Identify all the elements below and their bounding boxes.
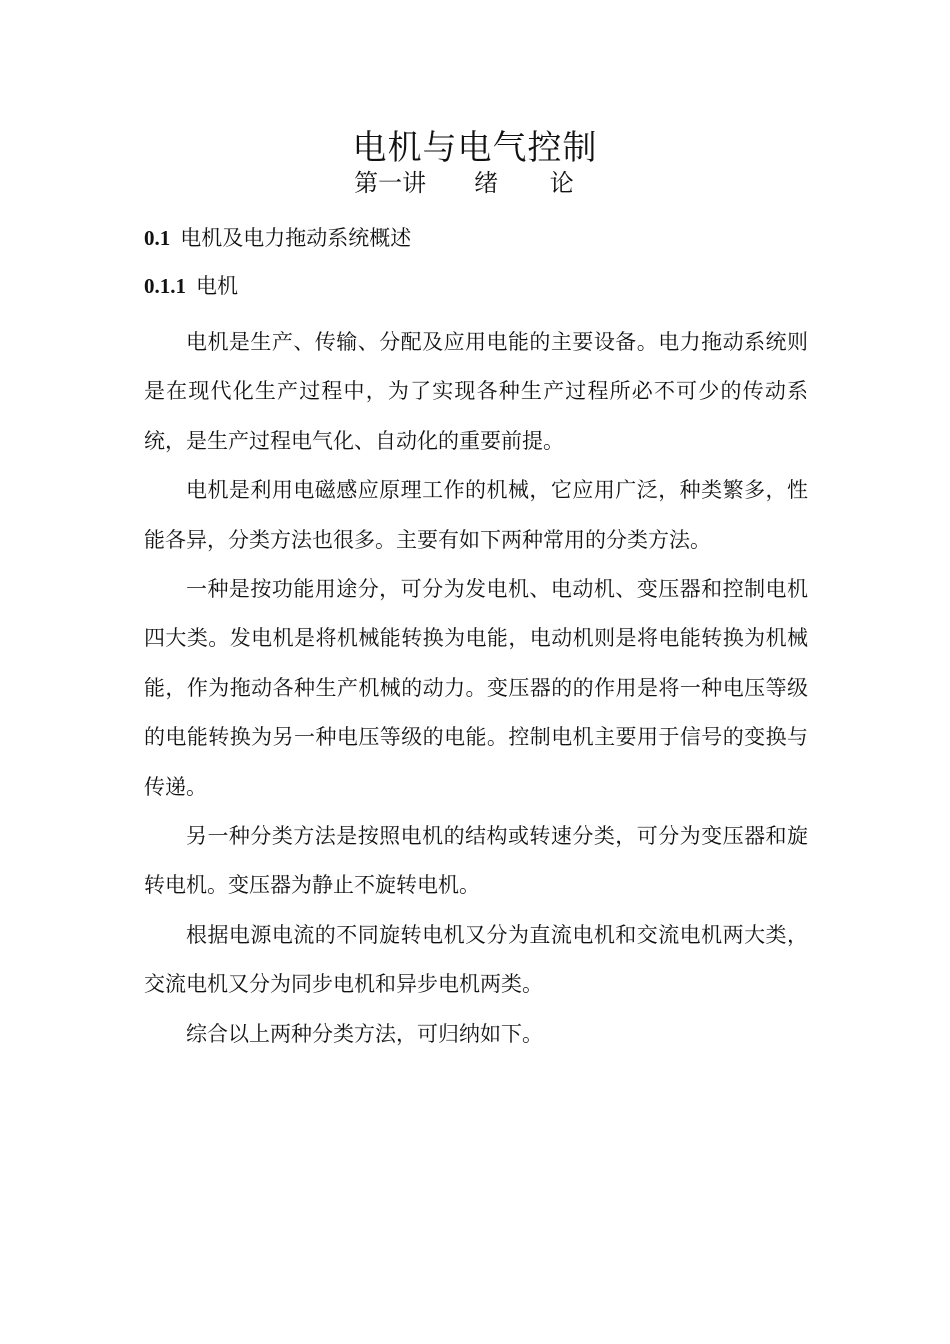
paragraph: 电机是生产、传输、分配及应用电能的主要设备。电力拖动系统则是在现代化生产过程中，为了实现各种生产过程所必不可少的传动系统，是生产过程电气化、自动化的重要前提。 <box>144 330 808 453</box>
paragraph: 根据电源电流的不同旋转电机又分为直流电机和交流电机两大类，交流电机又分为同步电机和异步电机两类。 <box>144 922 808 997</box>
document-title: 电机与电气控制 <box>352 127 598 168</box>
paragraph: 电机是利用电磁感应原理工作的机械，它应用广泛，种类繁多，性能各异，分类方法也很多。主要有如下两种常用的分类方法。 <box>144 478 808 552</box>
section-number: 0.1.1 <box>144 274 186 298</box>
section-heading-0-1 <box>144 224 411 252</box>
paragraph: 综合以上两种分类方法，可归纳如下。 <box>186 1021 543 1046</box>
section-heading-0-1-1 <box>144 272 238 300</box>
section-title: 电机 <box>196 274 238 298</box>
section-title: 电机及电力拖动系统概述 <box>180 226 412 250</box>
lecture-heading <box>0 167 950 199</box>
paragraph: 另一种分类方法是按照电机的结构或转速分类，可分为变压器和旋转电机。变压器为静止不旋转电机。 <box>144 824 808 898</box>
section-number: 0.1 <box>144 226 171 250</box>
lecture-number: 第一讲 <box>354 169 427 197</box>
paragraph: 一种是按功能用途分，可分为发电机、电动机、变压器和控制电机四大类。发电机是将机械能转换为电能，电动机则是将电能转换为机械能，作为拖动各种生产机械的动力。变压器的的作用是将一种电压等级的电能转换为另一种电压等级的电能。控制电机主要用于信号的变换与传递。 <box>144 577 808 799</box>
lecture-name: 绪 论 <box>474 169 596 197</box>
body-text <box>144 318 808 1059</box>
